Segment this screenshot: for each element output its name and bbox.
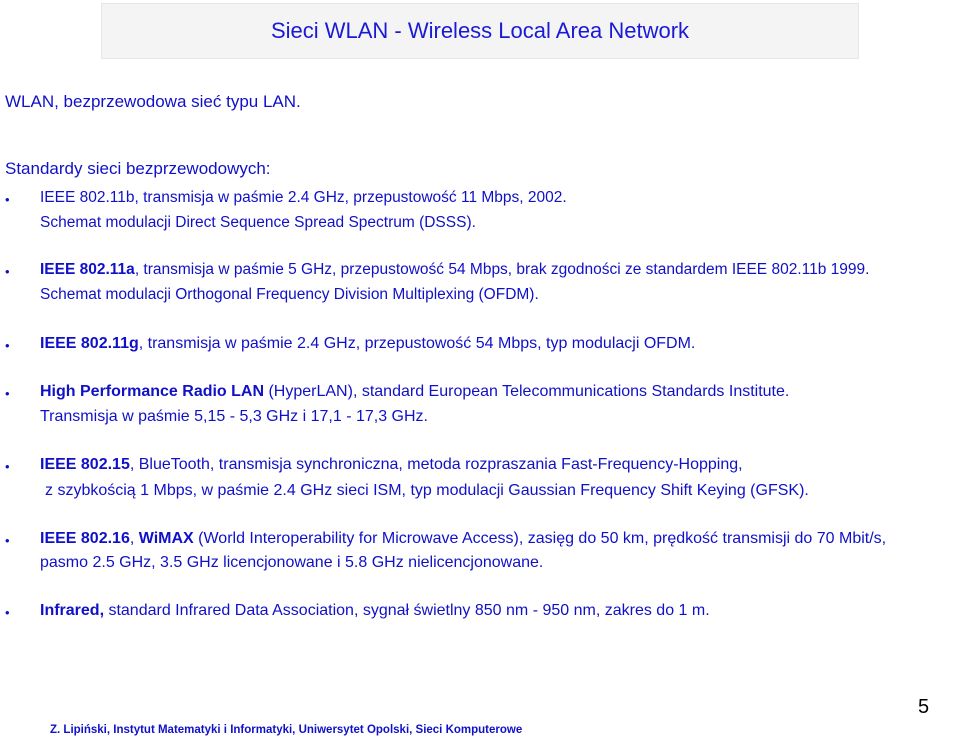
item-hiperlan-name: High Performance Radio LAN (40, 383, 265, 400)
item-hiperlan-cont: Transmisja w paśmie 5,15 - 5,3 GHz i 17,1 - 17,3 GHz. (40, 408, 428, 425)
item-802-15-desc: , BlueTooth, transmisja synchroniczna, metoda rozpraszania Fast-Frequency-Hopping, (129, 456, 743, 473)
item-802-15-name: IEEE 802.15 (40, 456, 130, 473)
bullet-icon: • (5, 459, 10, 474)
item-802-11b: IEEE 802.11b, transmisja w paśmie 2.4 GHz, przepustowość 11 Mbps, 2002. (40, 189, 567, 206)
bullet-icon: • (5, 386, 10, 401)
item-hiperlan (40, 383, 789, 401)
item-802-15 (40, 456, 743, 474)
item-802-11a (40, 261, 869, 279)
item-802-11g-name: IEEE 802.11g (40, 335, 139, 352)
item-802-11a-name: IEEE 802.11a (40, 261, 135, 278)
title-box (101, 3, 859, 59)
footer-text: Z. Lipiński, Instytut Matematyki i Informatyki, Uniwersytet Opolski, Sieci Komputerowe (50, 724, 523, 736)
item-802-11g-desc: , transmisja w paśmie 2.4 GHz, przepustowość 54 Mbps, typ modulacji OFDM. (138, 335, 696, 352)
bullet-icon: • (5, 264, 10, 279)
item-infrared-name: Infrared, (40, 602, 105, 619)
slide-title: Sieci WLAN - Wireless Local Area Network (270, 18, 690, 43)
item-802-16 (40, 530, 886, 548)
item-802-15-cont: z szybkością 1 Mbps, w paśmie 2.4 GHz sieci ISM, typ modulacji Gaussian Frequency Shift Keying (GFSK). (45, 482, 809, 499)
bullet-icon: • (5, 192, 10, 207)
standards-heading: Standardy sieci bezprzewodowych: (5, 159, 271, 178)
item-hiperlan-desc: (HyperLAN), standard European Telecommunications Standards Institute. (264, 383, 790, 400)
item-802-11a-desc: , transmisja w paśmie 5 GHz, przepustowość 54 Mbps, brak zgodności ze standardem IEEE 802.11b 1999. (134, 261, 870, 278)
item-802-11g (40, 335, 695, 353)
bullet-icon: • (5, 533, 10, 548)
item-802-16-cont: pasmo 2.5 GHz, 3.5 GHz licencjonowane i 5.8 GHz nielicencjonowane. (40, 554, 544, 571)
item-802-11b-cont: Schemat modulacji Direct Sequence Spread Spectrum (DSSS). (40, 214, 476, 231)
item-802-16-wimax: WiMAX (138, 530, 194, 547)
bullet-icon: • (5, 605, 10, 620)
item-infrared (40, 602, 710, 620)
page-number: 5 (918, 696, 930, 718)
item-infrared-desc: standard Infrared Data Association, sygnał świetlny 850 nm - 950 nm, zakres do 1 m. (104, 602, 710, 619)
item-802-16-sep: , (129, 530, 139, 547)
item-802-16-name: IEEE 802.16 (40, 530, 130, 547)
bullet-icon: • (5, 338, 10, 353)
item-802-11a-cont: Schemat modulacji Orthogonal Frequency Division Multiplexing (OFDM). (40, 286, 539, 303)
item-802-16-desc: (World Interoperability for Microwave Access), zasięg do 50 km, prędkość transmisji do 70 Mbit/s, (193, 530, 887, 547)
intro-text: WLAN, bezprzewodowa sieć typu LAN. (5, 92, 301, 111)
